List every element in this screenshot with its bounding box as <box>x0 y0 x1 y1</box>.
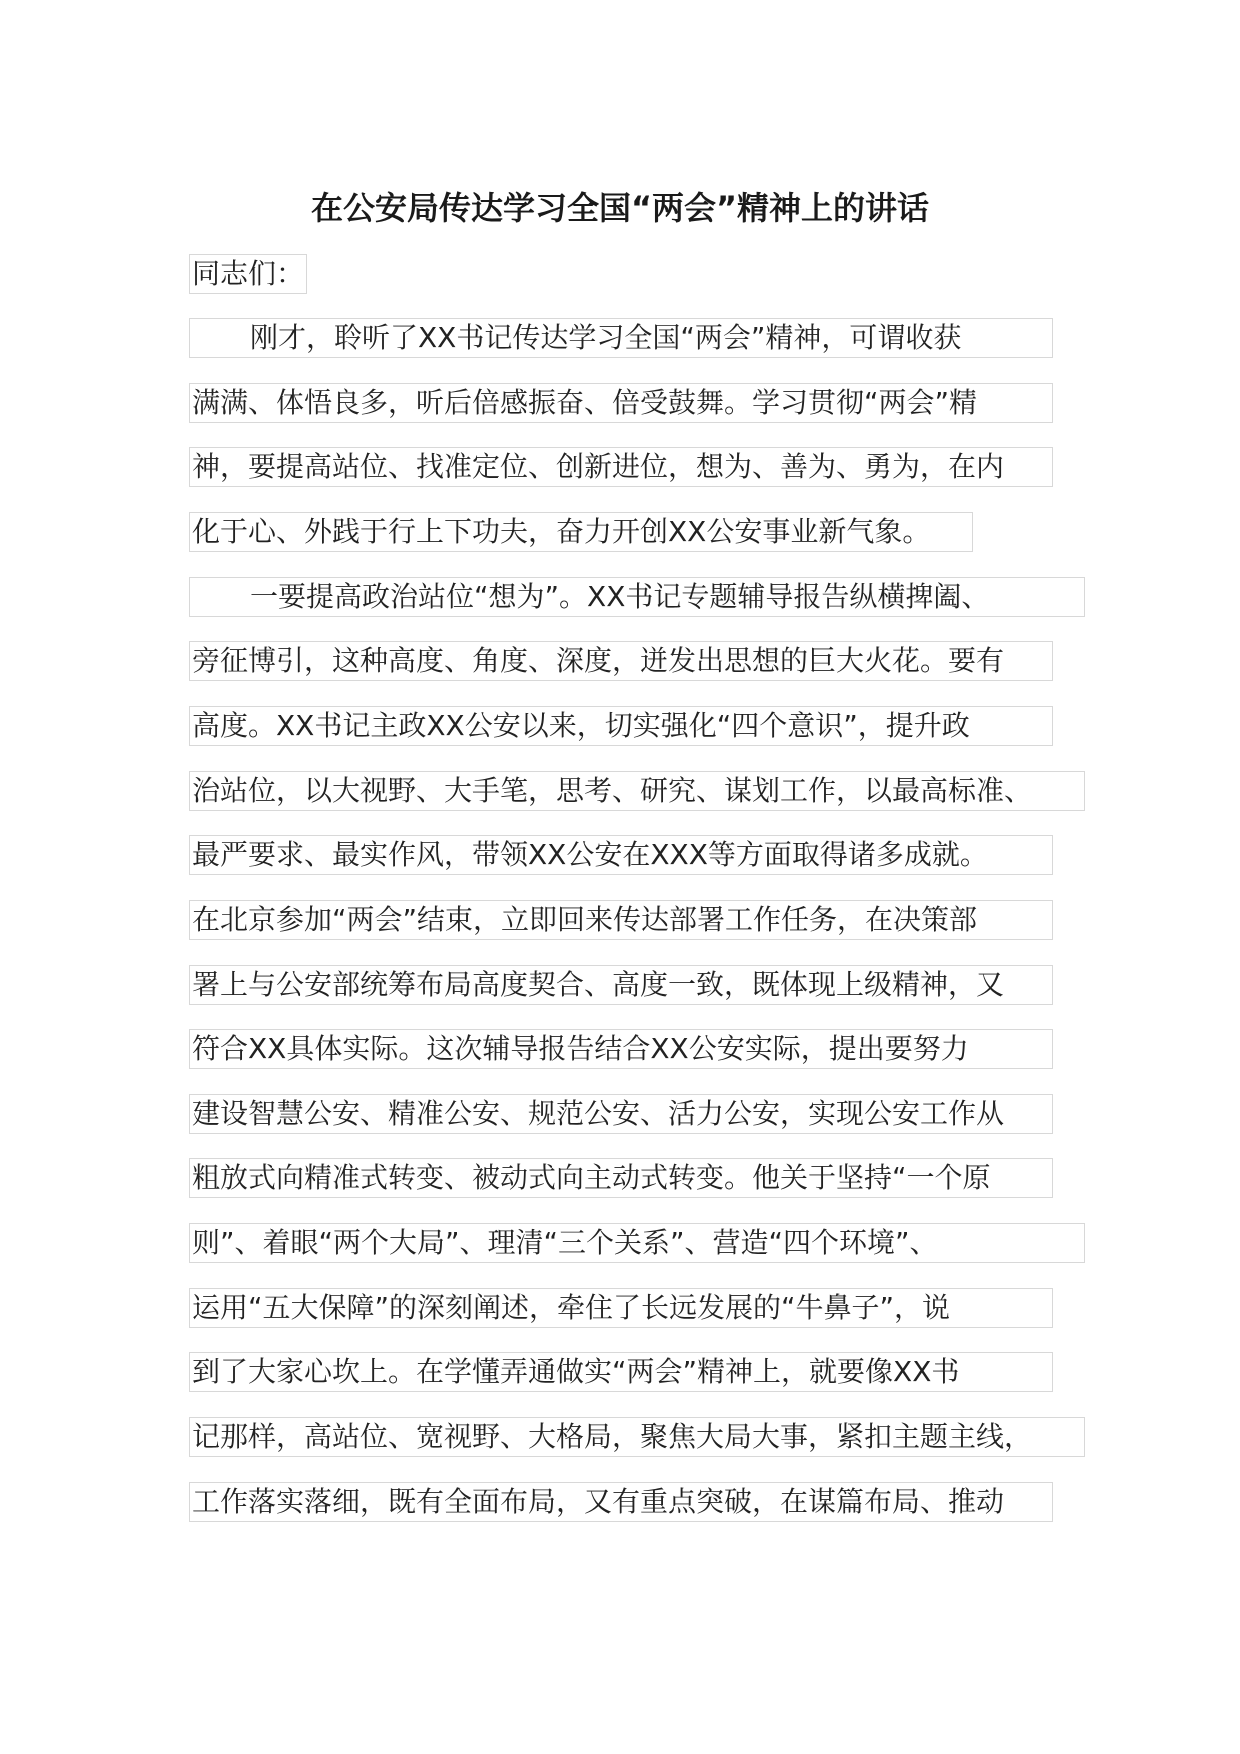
text-line-4: 化于心、外践于行上下功夫，奋力开创XX公安事业新气象。 <box>189 512 973 552</box>
text-line-18: 记那样，高站位、宽视野、大格局，聚焦大局大事，紧扣主题主线， <box>189 1417 1085 1457</box>
text-line-7: 高度。XX书记主政XX公安以来，切实强化“四个意识”，提升政 <box>189 706 1053 746</box>
text-line-12: 符合XX具体实际。这次辅导报告结合XX公安实际，提出要努力 <box>189 1029 1053 1069</box>
text-line-17: 到了大家心坎上。在学懂弄通做实“两会”精神上，就要像XX书 <box>189 1352 1053 1392</box>
text-line-1: 刚才，聆听了XX书记传达学习全国“两会”精神，可谓收获 <box>189 318 1053 358</box>
text-line-15: 则”、着眼“两个大局”、理清“三个关系”、营造“四个环境”、 <box>189 1223 1085 1263</box>
text-line-11: 署上与公安部统筹布局高度契合、高度一致，既体现上级精神，又 <box>189 965 1053 1005</box>
text-line-5: 一要提高政治站位“想为”。XX书记专题辅导报告纵横捭阖、 <box>189 577 1085 617</box>
text-line-3: 神，要提高站位、找准定位、创新进位，想为、善为、勇为，在内 <box>189 447 1053 487</box>
text-line-2: 满满、体悟良多，听后倍感振奋、倍受鼓舞。学习贯彻“两会”精 <box>189 383 1053 423</box>
text-line-14: 粗放式向精准式转变、被动式向主动式转变。他关于坚持“一个原 <box>189 1158 1053 1198</box>
text-line-6: 旁征博引，这种高度、角度、深度，迸发出思想的巨大火花。要有 <box>189 641 1053 681</box>
text-line-8: 治站位，以大视野、大手笔，思考、研究、谋划工作，以最高标准、 <box>189 771 1085 811</box>
text-line-19: 工作落实落细，既有全面布局，又有重点突破，在谋篇布局、推动 <box>189 1482 1053 1522</box>
document-title: 在公安局传达学习全国“两会”精神上的讲话 <box>310 189 930 227</box>
text-line-10: 在北京参加“两会”结束，立即回来传达部署工作任务，在决策部 <box>189 900 1053 940</box>
text-line-13: 建设智慧公安、精准公安、规范公安、活力公安，实现公安工作从 <box>189 1094 1053 1134</box>
text-line-16: 运用“五大保障”的深刻阐述，牵住了长远发展的“牛鼻子”，说 <box>189 1288 1053 1328</box>
text-line-9: 最严要求、最实作风，带领XX公安在XXX等方面取得诸多成就。 <box>189 835 1053 875</box>
salutation: 同志们： <box>189 254 307 294</box>
